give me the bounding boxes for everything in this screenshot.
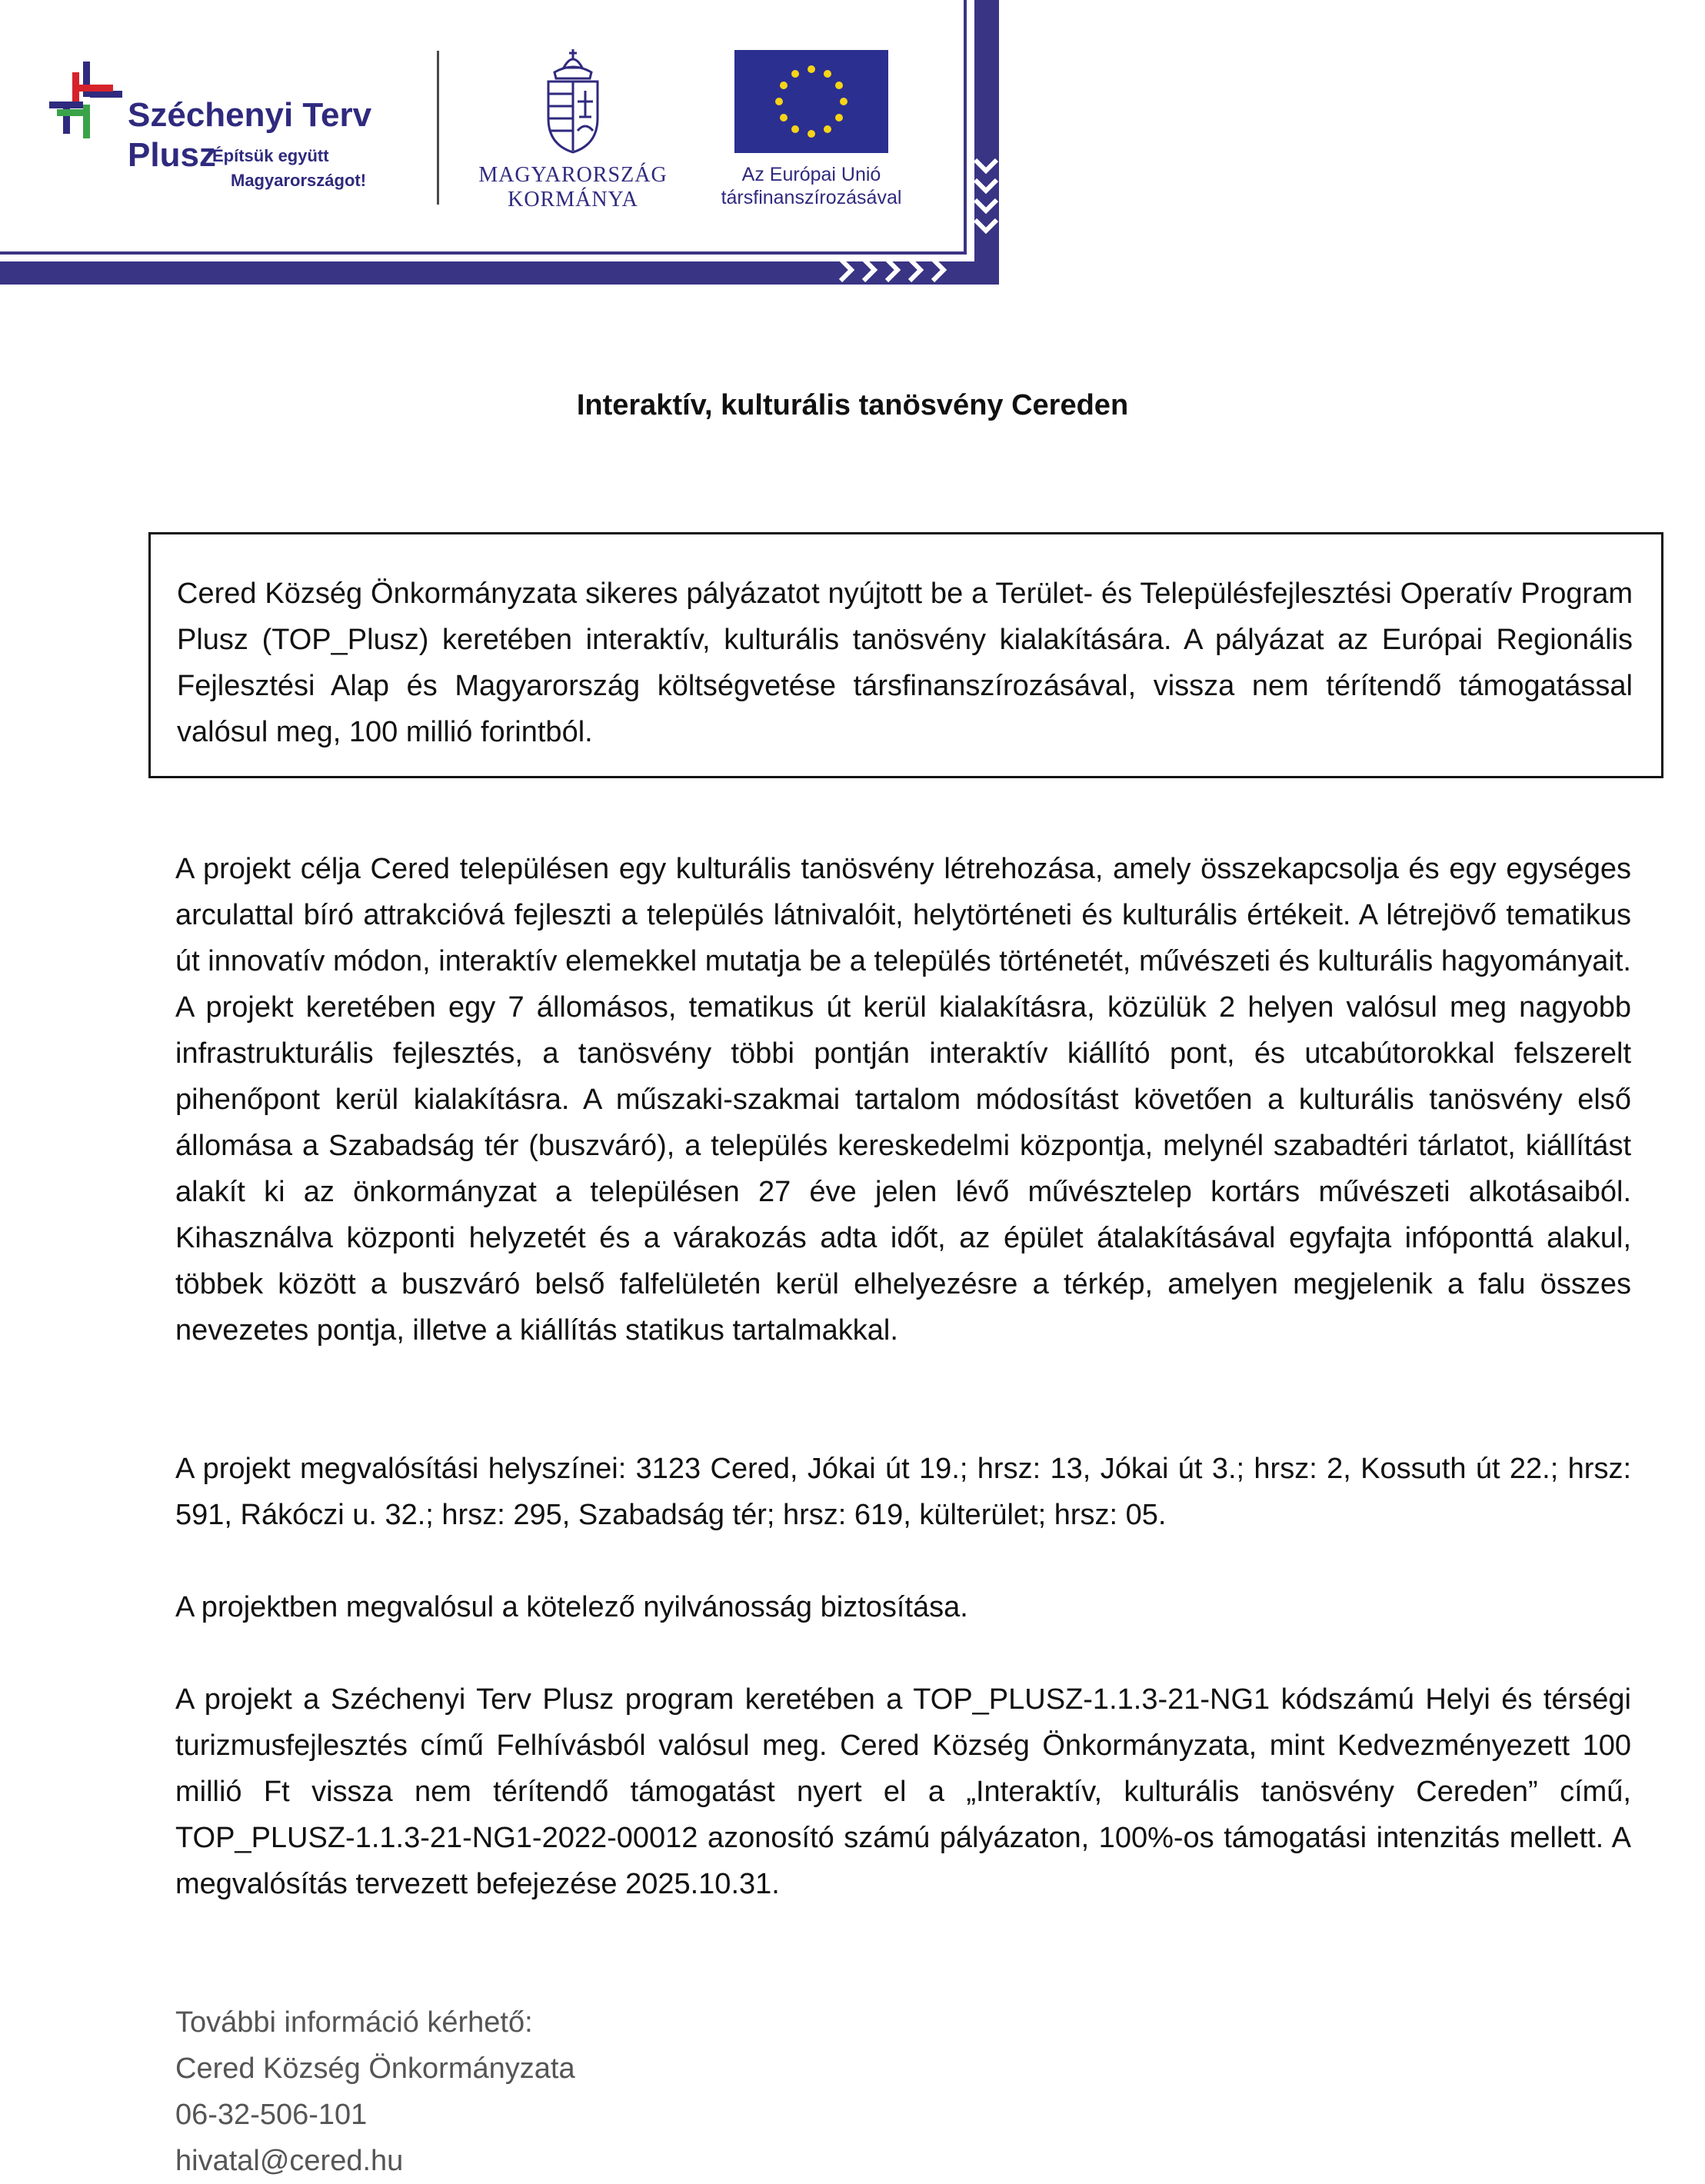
banner-frame-line: [964, 0, 967, 254]
body-paragraph: A projekt a Széchenyi Terv Plusz program keretében a TOP_PLUSZ-1.1.3-21-NG1 kódszámú Helyi és térségi turizmusfejlesztés című Felhívásból valósul meg. Cered Község Önkormányzata, mint Kedvezményezett 100 millió Ft vissza nem térítendő támogatást nyert el a „Interaktív, kulturális tanösvény Cereden” című, TOP_PLUSZ-1.1.3-21-NG1-2022-00012 azonosító számú pályázaton, 100%-os támogatási intenzitás mellett. A megvalósítás tervezett befejezése 2025.10.31.: [175, 1683, 1631, 1900]
eu-logo-text: társfinanszírozásával: [721, 187, 902, 208]
logo-tagline: Építsük együtt: [212, 146, 329, 165]
banner-frame-vertical: [974, 0, 999, 285]
coat-of-arms-icon: [541, 48, 605, 155]
logo-divider: [437, 51, 439, 205]
szechenyi-terv-plusz-logo: [49, 62, 388, 200]
hungarian-government-logo: [477, 48, 669, 217]
chevron-down-icon: [971, 154, 1001, 238]
eu-logo: [696, 50, 927, 219]
logo-plusz: Plusz: [128, 136, 216, 174]
eu-flag-icon: [734, 50, 888, 153]
chevron-right-icon: [834, 255, 950, 285]
contact-email: hivatal@cered.hu: [175, 2145, 404, 2177]
intro-box: [148, 532, 1663, 778]
government-logo-text: KORMÁNYA: [508, 188, 638, 211]
logo-title: Széchenyi Terv: [128, 96, 372, 134]
contact-heading: További információ kérhető:: [175, 2006, 533, 2039]
header-banner: [0, 0, 1000, 286]
intro-paragraph: Cered Község Önkormányzata sikeres pályázatot nyújtott be a Terület- és Településfejlesztési Operatív Program Plusz (TOP_Plusz) keretében interaktív, kulturális tanösvény kialakítására. A pályázat az Európai Regionális Fejlesztési Alap és Magyarország költségvetése társfinanszírozásával, vissza nem térítendő támogatással valósul meg, 100 millió forintból.: [177, 578, 1633, 748]
szechenyi-cross-icon: [49, 62, 123, 146]
body-paragraph: A projektben megvalósul a kötelező nyilvánosság biztosítása.: [175, 1591, 968, 1623]
contact-block: [175, 1999, 575, 2184]
document-title: Interaktív, kulturális tanösvény Cereden: [576, 389, 1129, 421]
banner-frame-line: [0, 251, 967, 255]
contact-phone: 06-32-506-101: [175, 2099, 368, 2131]
contact-organization: Cered Község Önkormányzata: [175, 2052, 575, 2085]
logo-tagline: Magyarországot!: [231, 171, 367, 190]
body-paragraph: A projekt célja Cered településen egy kulturális tanösvény létrehozása, amely összekapcsolja és egy egységes arculattal bíró attrakcióvá fejleszti a település látnivalóit, helytörténeti és kulturális értékeit. A létrejövő tematikus út innovatív módon, interaktív elemekkel mutatja be a település történetét, művészeti és kulturális hagyományait. A projekt keretében egy 7 állomásos, tematikus út kerül kialakításra, közülük 2 helyen valósul meg nagyobb infrastrukturális fejlesztés, a tanösvény többi pontján interaktív kiállító pont, és utcabútorokkal felszerelt pihenőpont kerül kialakításra. A műszaki-szakmai tartalom módosítást követően a kulturális tanösvény első állomása a Szabadság tér (buszváró), a település kereskedelmi központja, melynél szabadtéri tárlatot, kiállítást alakít ki az önkormányzat a településen 27 éve jelen lévő művésztelep kortárs művészeti alkotásaiból. Kihasználva központi helyzetét és a várakozás adta időt, az épület átalakításával egyfajta infóponttá alakul, többek között a buszváró belső falfelületén kerül elhelyezésre a térkép, amelyen megjelenik a falu összes nevezetes pontja, illetve a kiállítás statikus tartalmakkal.: [175, 853, 1631, 1347]
body-paragraph: A projekt megvalósítási helyszínei: 3123 Cered, Jókai út 19.; hrsz: 13, Jókai út 3.; hrsz: 2, Kossuth út 22.; hrsz: 591, Rákóczi u. 32.; hrsz: 295, Szabadság tér; hrsz: 619, külterület; hrsz: 05.: [175, 1453, 1631, 1531]
eu-logo-text: Az Európai Unió: [741, 164, 881, 185]
government-logo-text: MAGYARORSZÁG: [478, 163, 668, 187]
